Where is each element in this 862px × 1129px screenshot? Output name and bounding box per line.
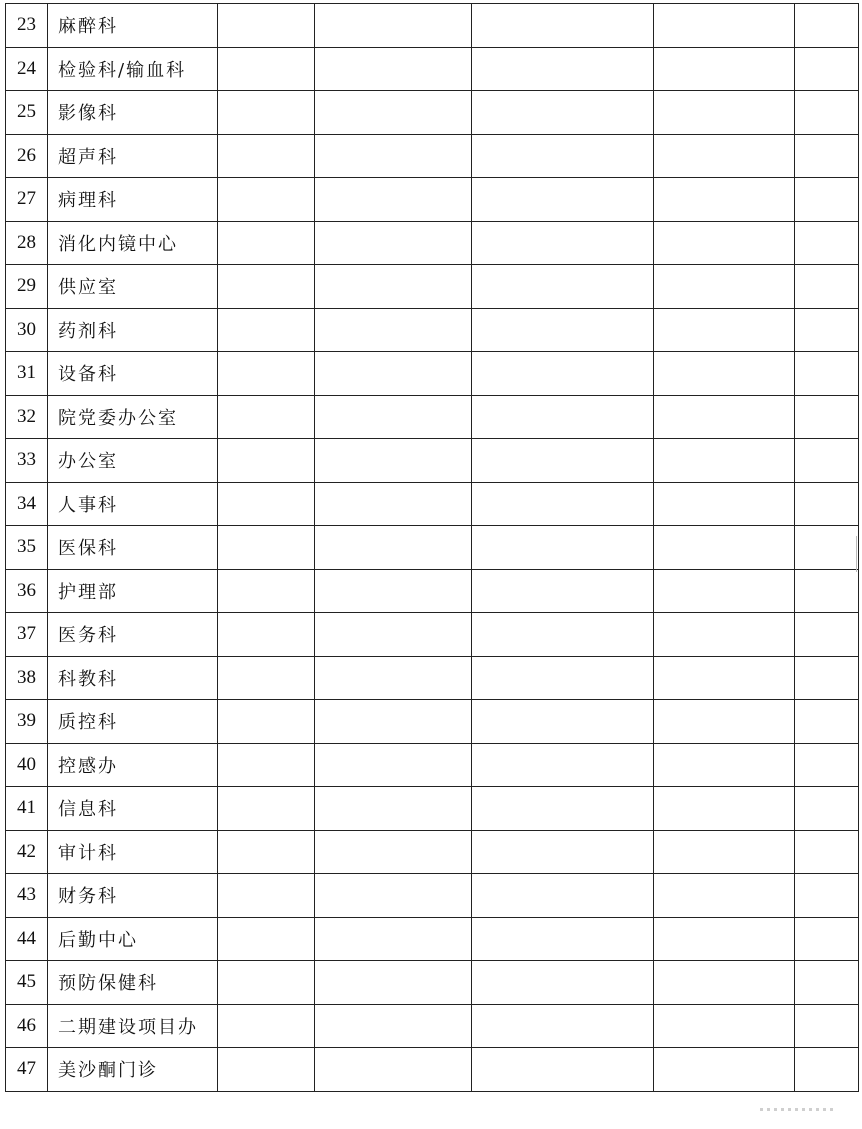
- empty-cell: [315, 700, 472, 744]
- empty-cell: [315, 961, 472, 1005]
- empty-cell: [218, 787, 315, 831]
- department-table: [5, 3, 859, 1092]
- empty-cell: [218, 569, 315, 613]
- empty-cell: [654, 221, 795, 265]
- empty-cell: [795, 1004, 859, 1048]
- empty-cell: [218, 178, 315, 222]
- empty-cell: [472, 4, 654, 48]
- empty-cell: [218, 961, 315, 1005]
- row-number-cell: 39: [6, 700, 48, 744]
- empty-cell: [654, 4, 795, 48]
- empty-cell: [218, 265, 315, 309]
- empty-cell: [315, 482, 472, 526]
- edge-mark: [856, 536, 857, 572]
- empty-cell: [654, 91, 795, 135]
- empty-cell: [795, 526, 859, 570]
- table-row: [6, 656, 859, 700]
- department-name-cell: 办公室: [48, 439, 218, 483]
- department-name-cell: 科教科: [48, 656, 218, 700]
- empty-cell: [315, 134, 472, 178]
- empty-cell: [218, 134, 315, 178]
- scan-artifact: [760, 1108, 834, 1111]
- empty-cell: [795, 4, 859, 48]
- department-name-cell: 财务科: [48, 874, 218, 918]
- empty-cell: [472, 178, 654, 222]
- empty-cell: [218, 830, 315, 874]
- department-name-cell: 供应室: [48, 265, 218, 309]
- empty-cell: [218, 656, 315, 700]
- row-number-cell: 26: [6, 134, 48, 178]
- empty-cell: [654, 613, 795, 657]
- empty-cell: [795, 787, 859, 831]
- empty-cell: [218, 700, 315, 744]
- empty-cell: [654, 178, 795, 222]
- empty-cell: [315, 1004, 472, 1048]
- empty-cell: [315, 874, 472, 918]
- department-name-cell: 院党委办公室: [48, 395, 218, 439]
- empty-cell: [654, 787, 795, 831]
- empty-cell: [218, 874, 315, 918]
- empty-cell: [795, 700, 859, 744]
- empty-cell: [472, 743, 654, 787]
- table-row: [6, 47, 859, 91]
- department-name-cell: 消化内镜中心: [48, 221, 218, 265]
- empty-cell: [472, 352, 654, 396]
- empty-cell: [315, 439, 472, 483]
- table-row: [6, 917, 859, 961]
- empty-cell: [472, 830, 654, 874]
- table-row: [6, 352, 859, 396]
- empty-cell: [218, 91, 315, 135]
- empty-cell: [218, 917, 315, 961]
- table-row: [6, 221, 859, 265]
- empty-cell: [315, 308, 472, 352]
- empty-cell: [218, 47, 315, 91]
- row-number-cell: 33: [6, 439, 48, 483]
- row-number-cell: 36: [6, 569, 48, 613]
- table-row: [6, 874, 859, 918]
- empty-cell: [472, 1004, 654, 1048]
- empty-cell: [472, 482, 654, 526]
- empty-cell: [472, 134, 654, 178]
- department-name-cell: 设备科: [48, 352, 218, 396]
- row-number-cell: 29: [6, 265, 48, 309]
- empty-cell: [795, 308, 859, 352]
- empty-cell: [472, 439, 654, 483]
- row-number-cell: 27: [6, 178, 48, 222]
- empty-cell: [654, 395, 795, 439]
- row-number-cell: 38: [6, 656, 48, 700]
- empty-cell: [315, 91, 472, 135]
- row-number-cell: 42: [6, 830, 48, 874]
- table-row: [6, 613, 859, 657]
- empty-cell: [654, 743, 795, 787]
- empty-cell: [654, 917, 795, 961]
- department-name-cell: 质控科: [48, 700, 218, 744]
- table-row: [6, 482, 859, 526]
- department-name-cell: 后勤中心: [48, 917, 218, 961]
- empty-cell: [315, 526, 472, 570]
- empty-cell: [472, 265, 654, 309]
- empty-cell: [218, 395, 315, 439]
- table-row: [6, 178, 859, 222]
- department-name-cell: 医务科: [48, 613, 218, 657]
- department-name-cell: 二期建设项目办: [48, 1004, 218, 1048]
- row-number-cell: 28: [6, 221, 48, 265]
- empty-cell: [315, 787, 472, 831]
- empty-cell: [654, 1004, 795, 1048]
- empty-cell: [795, 961, 859, 1005]
- empty-cell: [315, 656, 472, 700]
- empty-cell: [795, 178, 859, 222]
- row-number-cell: 46: [6, 1004, 48, 1048]
- empty-cell: [654, 308, 795, 352]
- empty-cell: [795, 1048, 859, 1092]
- empty-cell: [218, 1048, 315, 1092]
- empty-cell: [654, 874, 795, 918]
- table-row: [6, 569, 859, 613]
- empty-cell: [218, 613, 315, 657]
- department-name-cell: 医保科: [48, 526, 218, 570]
- empty-cell: [795, 134, 859, 178]
- row-number-cell: 30: [6, 308, 48, 352]
- empty-cell: [795, 221, 859, 265]
- empty-cell: [472, 395, 654, 439]
- empty-cell: [795, 613, 859, 657]
- table-row: [6, 743, 859, 787]
- empty-cell: [795, 917, 859, 961]
- table-row: [6, 395, 859, 439]
- empty-cell: [795, 569, 859, 613]
- empty-cell: [654, 526, 795, 570]
- empty-cell: [472, 1048, 654, 1092]
- row-number-cell: 47: [6, 1048, 48, 1092]
- empty-cell: [654, 1048, 795, 1092]
- empty-cell: [654, 656, 795, 700]
- empty-cell: [218, 221, 315, 265]
- empty-cell: [654, 830, 795, 874]
- department-name-cell: 美沙酮门诊: [48, 1048, 218, 1092]
- empty-cell: [795, 482, 859, 526]
- empty-cell: [472, 700, 654, 744]
- empty-cell: [472, 787, 654, 831]
- department-name-cell: 超声科: [48, 134, 218, 178]
- table-row: [6, 961, 859, 1005]
- department-name-cell: 检验科/输血科: [48, 47, 218, 91]
- row-number-cell: 45: [6, 961, 48, 1005]
- empty-cell: [218, 439, 315, 483]
- empty-cell: [795, 352, 859, 396]
- empty-cell: [654, 700, 795, 744]
- empty-cell: [315, 4, 472, 48]
- empty-cell: [472, 613, 654, 657]
- department-name-cell: 审计科: [48, 830, 218, 874]
- empty-cell: [315, 613, 472, 657]
- empty-cell: [654, 134, 795, 178]
- empty-cell: [315, 1048, 472, 1092]
- empty-cell: [795, 265, 859, 309]
- table-row: [6, 700, 859, 744]
- empty-cell: [315, 178, 472, 222]
- empty-cell: [218, 743, 315, 787]
- department-name-cell: 麻醉科: [48, 4, 218, 48]
- table-row: [6, 4, 859, 48]
- empty-cell: [315, 47, 472, 91]
- row-number-cell: 40: [6, 743, 48, 787]
- empty-cell: [315, 830, 472, 874]
- table-row: [6, 265, 859, 309]
- empty-cell: [218, 526, 315, 570]
- row-number-cell: 43: [6, 874, 48, 918]
- table-row: [6, 1048, 859, 1092]
- row-number-cell: 37: [6, 613, 48, 657]
- row-number-cell: 31: [6, 352, 48, 396]
- table-row: [6, 1004, 859, 1048]
- empty-cell: [795, 874, 859, 918]
- row-number-cell: 44: [6, 917, 48, 961]
- empty-cell: [654, 352, 795, 396]
- empty-cell: [654, 569, 795, 613]
- empty-cell: [795, 395, 859, 439]
- empty-cell: [795, 47, 859, 91]
- empty-cell: [315, 265, 472, 309]
- empty-cell: [315, 569, 472, 613]
- empty-cell: [218, 482, 315, 526]
- row-number-cell: 35: [6, 526, 48, 570]
- empty-cell: [218, 1004, 315, 1048]
- empty-cell: [472, 308, 654, 352]
- department-name-cell: 药剂科: [48, 308, 218, 352]
- table-row: [6, 787, 859, 831]
- row-number-cell: 25: [6, 91, 48, 135]
- table-row: [6, 134, 859, 178]
- empty-cell: [315, 352, 472, 396]
- department-name-cell: 影像科: [48, 91, 218, 135]
- empty-cell: [654, 47, 795, 91]
- row-number-cell: 23: [6, 4, 48, 48]
- department-name-cell: 预防保健科: [48, 961, 218, 1005]
- department-name-cell: 控感办: [48, 743, 218, 787]
- table-row: [6, 91, 859, 135]
- row-number-cell: 32: [6, 395, 48, 439]
- empty-cell: [472, 874, 654, 918]
- table-row: [6, 439, 859, 483]
- empty-cell: [795, 743, 859, 787]
- empty-cell: [472, 961, 654, 1005]
- empty-cell: [472, 47, 654, 91]
- table-row: [6, 308, 859, 352]
- table-row: [6, 526, 859, 570]
- empty-cell: [795, 91, 859, 135]
- empty-cell: [472, 569, 654, 613]
- empty-cell: [654, 439, 795, 483]
- empty-cell: [315, 221, 472, 265]
- empty-cell: [472, 656, 654, 700]
- empty-cell: [654, 265, 795, 309]
- empty-cell: [218, 352, 315, 396]
- empty-cell: [218, 308, 315, 352]
- department-name-cell: 病理科: [48, 178, 218, 222]
- empty-cell: [795, 656, 859, 700]
- table-row: [6, 830, 859, 874]
- empty-cell: [315, 917, 472, 961]
- row-number-cell: 41: [6, 787, 48, 831]
- department-name-cell: 信息科: [48, 787, 218, 831]
- empty-cell: [795, 830, 859, 874]
- empty-cell: [654, 961, 795, 1005]
- empty-cell: [654, 482, 795, 526]
- empty-cell: [472, 526, 654, 570]
- empty-cell: [315, 395, 472, 439]
- empty-cell: [218, 4, 315, 48]
- empty-cell: [795, 439, 859, 483]
- empty-cell: [315, 743, 472, 787]
- row-number-cell: 24: [6, 47, 48, 91]
- department-name-cell: 护理部: [48, 569, 218, 613]
- department-name-cell: 人事科: [48, 482, 218, 526]
- empty-cell: [472, 917, 654, 961]
- empty-cell: [472, 91, 654, 135]
- table-body: [6, 4, 859, 1092]
- empty-cell: [472, 221, 654, 265]
- row-number-cell: 34: [6, 482, 48, 526]
